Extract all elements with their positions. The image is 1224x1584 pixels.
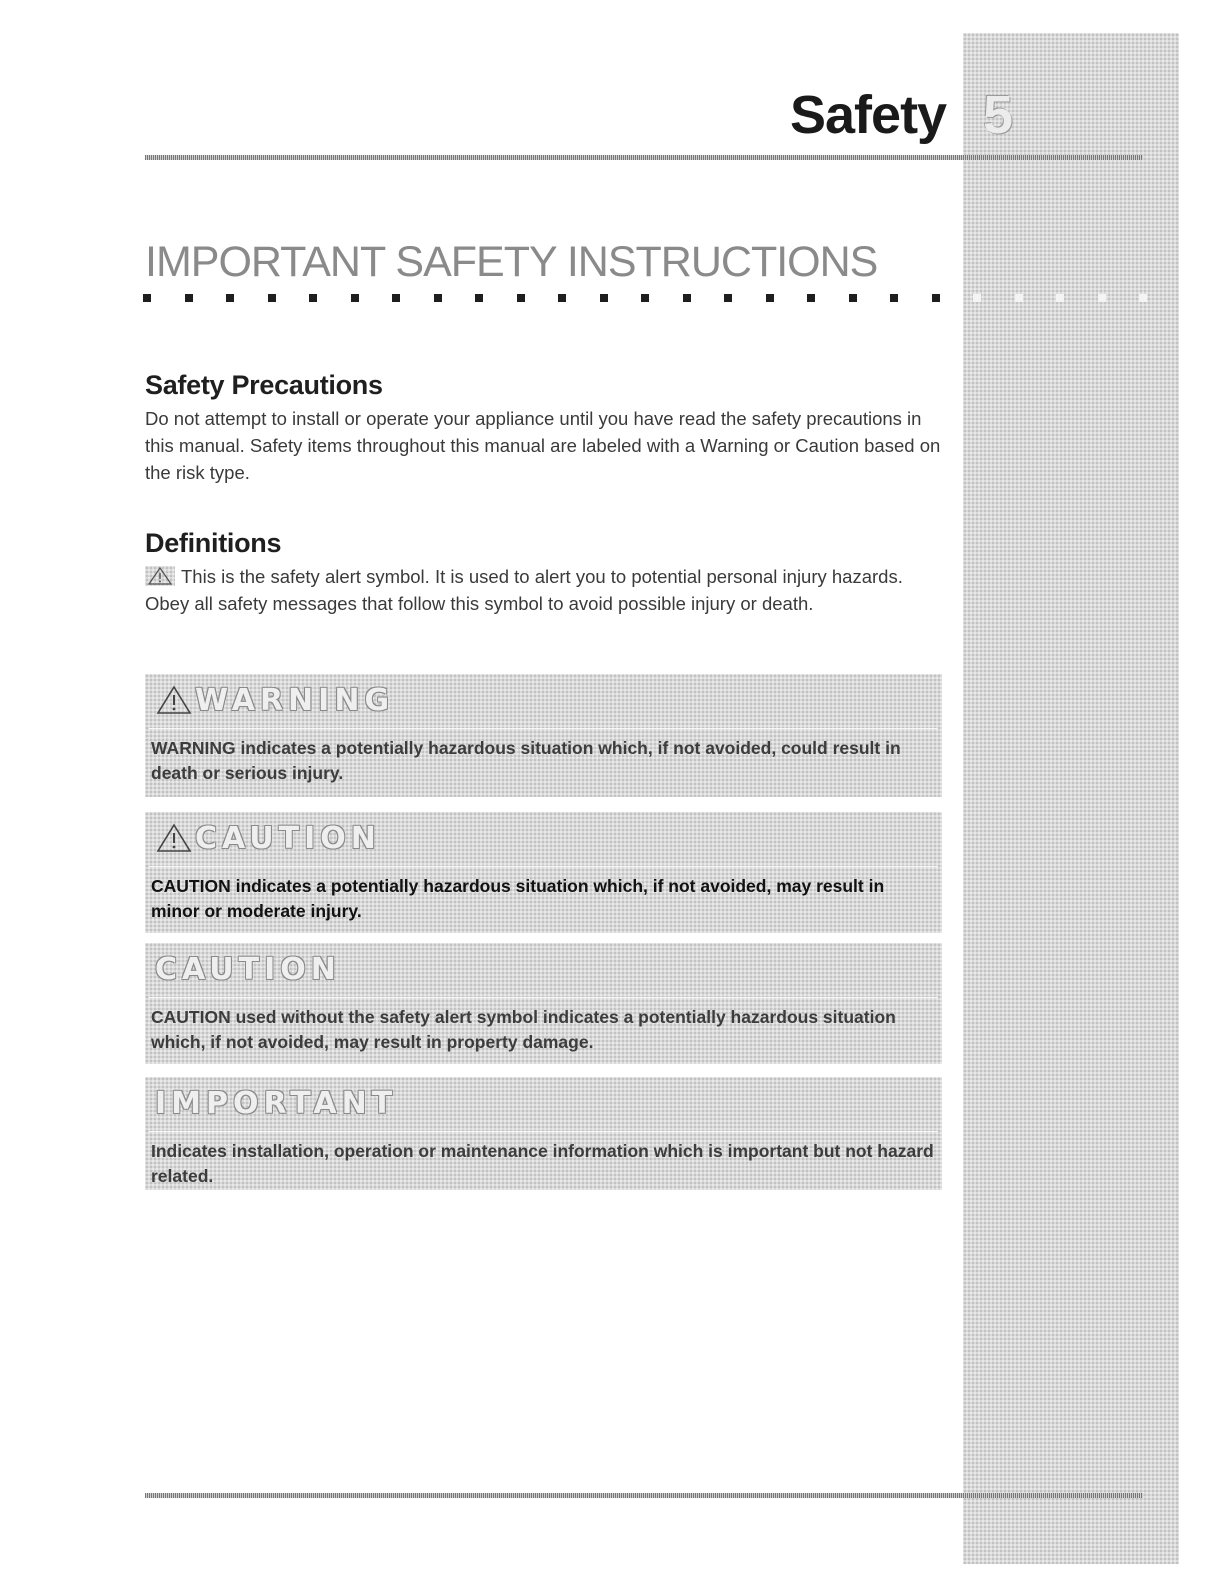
important-box	[145, 1077, 942, 1190]
footer-rule	[145, 1493, 1143, 1498]
warning-box-text: WARNING indicates a potentially hazardous situation which, if not avoided, could result in death or serious injury.	[151, 738, 901, 783]
divider-square	[932, 294, 940, 302]
side-tab-strip	[963, 33, 1179, 1564]
important-box-title: IMPORTANT	[155, 1085, 398, 1121]
caution-injury-box-text: CAUTION indicates a potentially hazardous situation which, if not avoided, may result in minor or moderate injury.	[151, 876, 885, 921]
box-divider	[149, 728, 938, 729]
divider-square	[890, 294, 898, 302]
caution-injury-box-title: CAUTION	[195, 820, 381, 856]
divider-square	[226, 294, 234, 302]
page-header-title: Safety	[790, 85, 947, 145]
definitions-text: This is the safety alert symbol. It is used to alert you to potential personal injury hazards. Obey all safety messages that follow this symbol to avoid possible injury or death.	[145, 566, 903, 614]
divider-square	[641, 294, 649, 302]
divider-square	[1056, 294, 1064, 302]
divider-square	[724, 294, 732, 302]
chapter-number: 5	[982, 85, 1014, 145]
divider-square	[849, 294, 857, 302]
definitions-paragraph	[145, 563, 945, 617]
divider-square	[1015, 294, 1023, 302]
important-box-text: Indicates installation, operation or maintenance information which is important but not hazard related.	[151, 1141, 934, 1186]
divider-square	[1098, 294, 1106, 302]
divider-square	[600, 294, 608, 302]
definitions-heading: Definitions	[145, 528, 282, 558]
divider-square	[268, 294, 276, 302]
caution-property-box-header	[155, 949, 341, 989]
warning-box	[145, 674, 942, 797]
warning-triangle-icon	[155, 684, 193, 716]
divider-square	[309, 294, 317, 302]
divider-square	[1139, 294, 1147, 302]
warning-triangle-icon	[155, 822, 193, 854]
divider-square	[683, 294, 691, 302]
divider-square	[434, 294, 442, 302]
divider-square	[558, 294, 566, 302]
caution-injury-box-header	[155, 818, 381, 858]
box-divider	[149, 1131, 938, 1132]
divider-square	[351, 294, 359, 302]
divider-square	[517, 294, 525, 302]
warning-box-title: WARNING	[195, 682, 395, 718]
safety-alert-icon	[145, 566, 175, 586]
divider-square	[392, 294, 400, 302]
caution-property-box	[145, 943, 942, 1064]
divider-square	[807, 294, 815, 302]
caution-property-box-text: CAUTION used without the safety alert symbol indicates a potentially hazardous situation which, if not avoided, may result in property damage.	[151, 1007, 896, 1052]
divider-square	[143, 294, 151, 302]
divider-square	[973, 294, 981, 302]
header-rule	[145, 155, 1143, 160]
caution-property-box-title: CAUTION	[155, 951, 341, 987]
section-heading: IMPORTANT SAFETY INSTRUCTIONS	[145, 238, 878, 286]
divider-square	[475, 294, 483, 302]
box-divider	[149, 997, 938, 998]
box-divider	[149, 866, 938, 867]
divider-square	[766, 294, 774, 302]
precautions-text: Do not attempt to install or operate your appliance until you have read the safety precautions in this manual. Safety items throughout this manual are labeled with a Warning or Caution based on the risk type.	[145, 408, 941, 483]
precautions-heading: Safety Precautions	[145, 370, 383, 400]
divider-square	[185, 294, 193, 302]
important-box-header	[155, 1083, 397, 1123]
square-divider	[143, 294, 1143, 306]
warning-box-header	[155, 680, 394, 720]
caution-injury-box	[145, 812, 942, 933]
